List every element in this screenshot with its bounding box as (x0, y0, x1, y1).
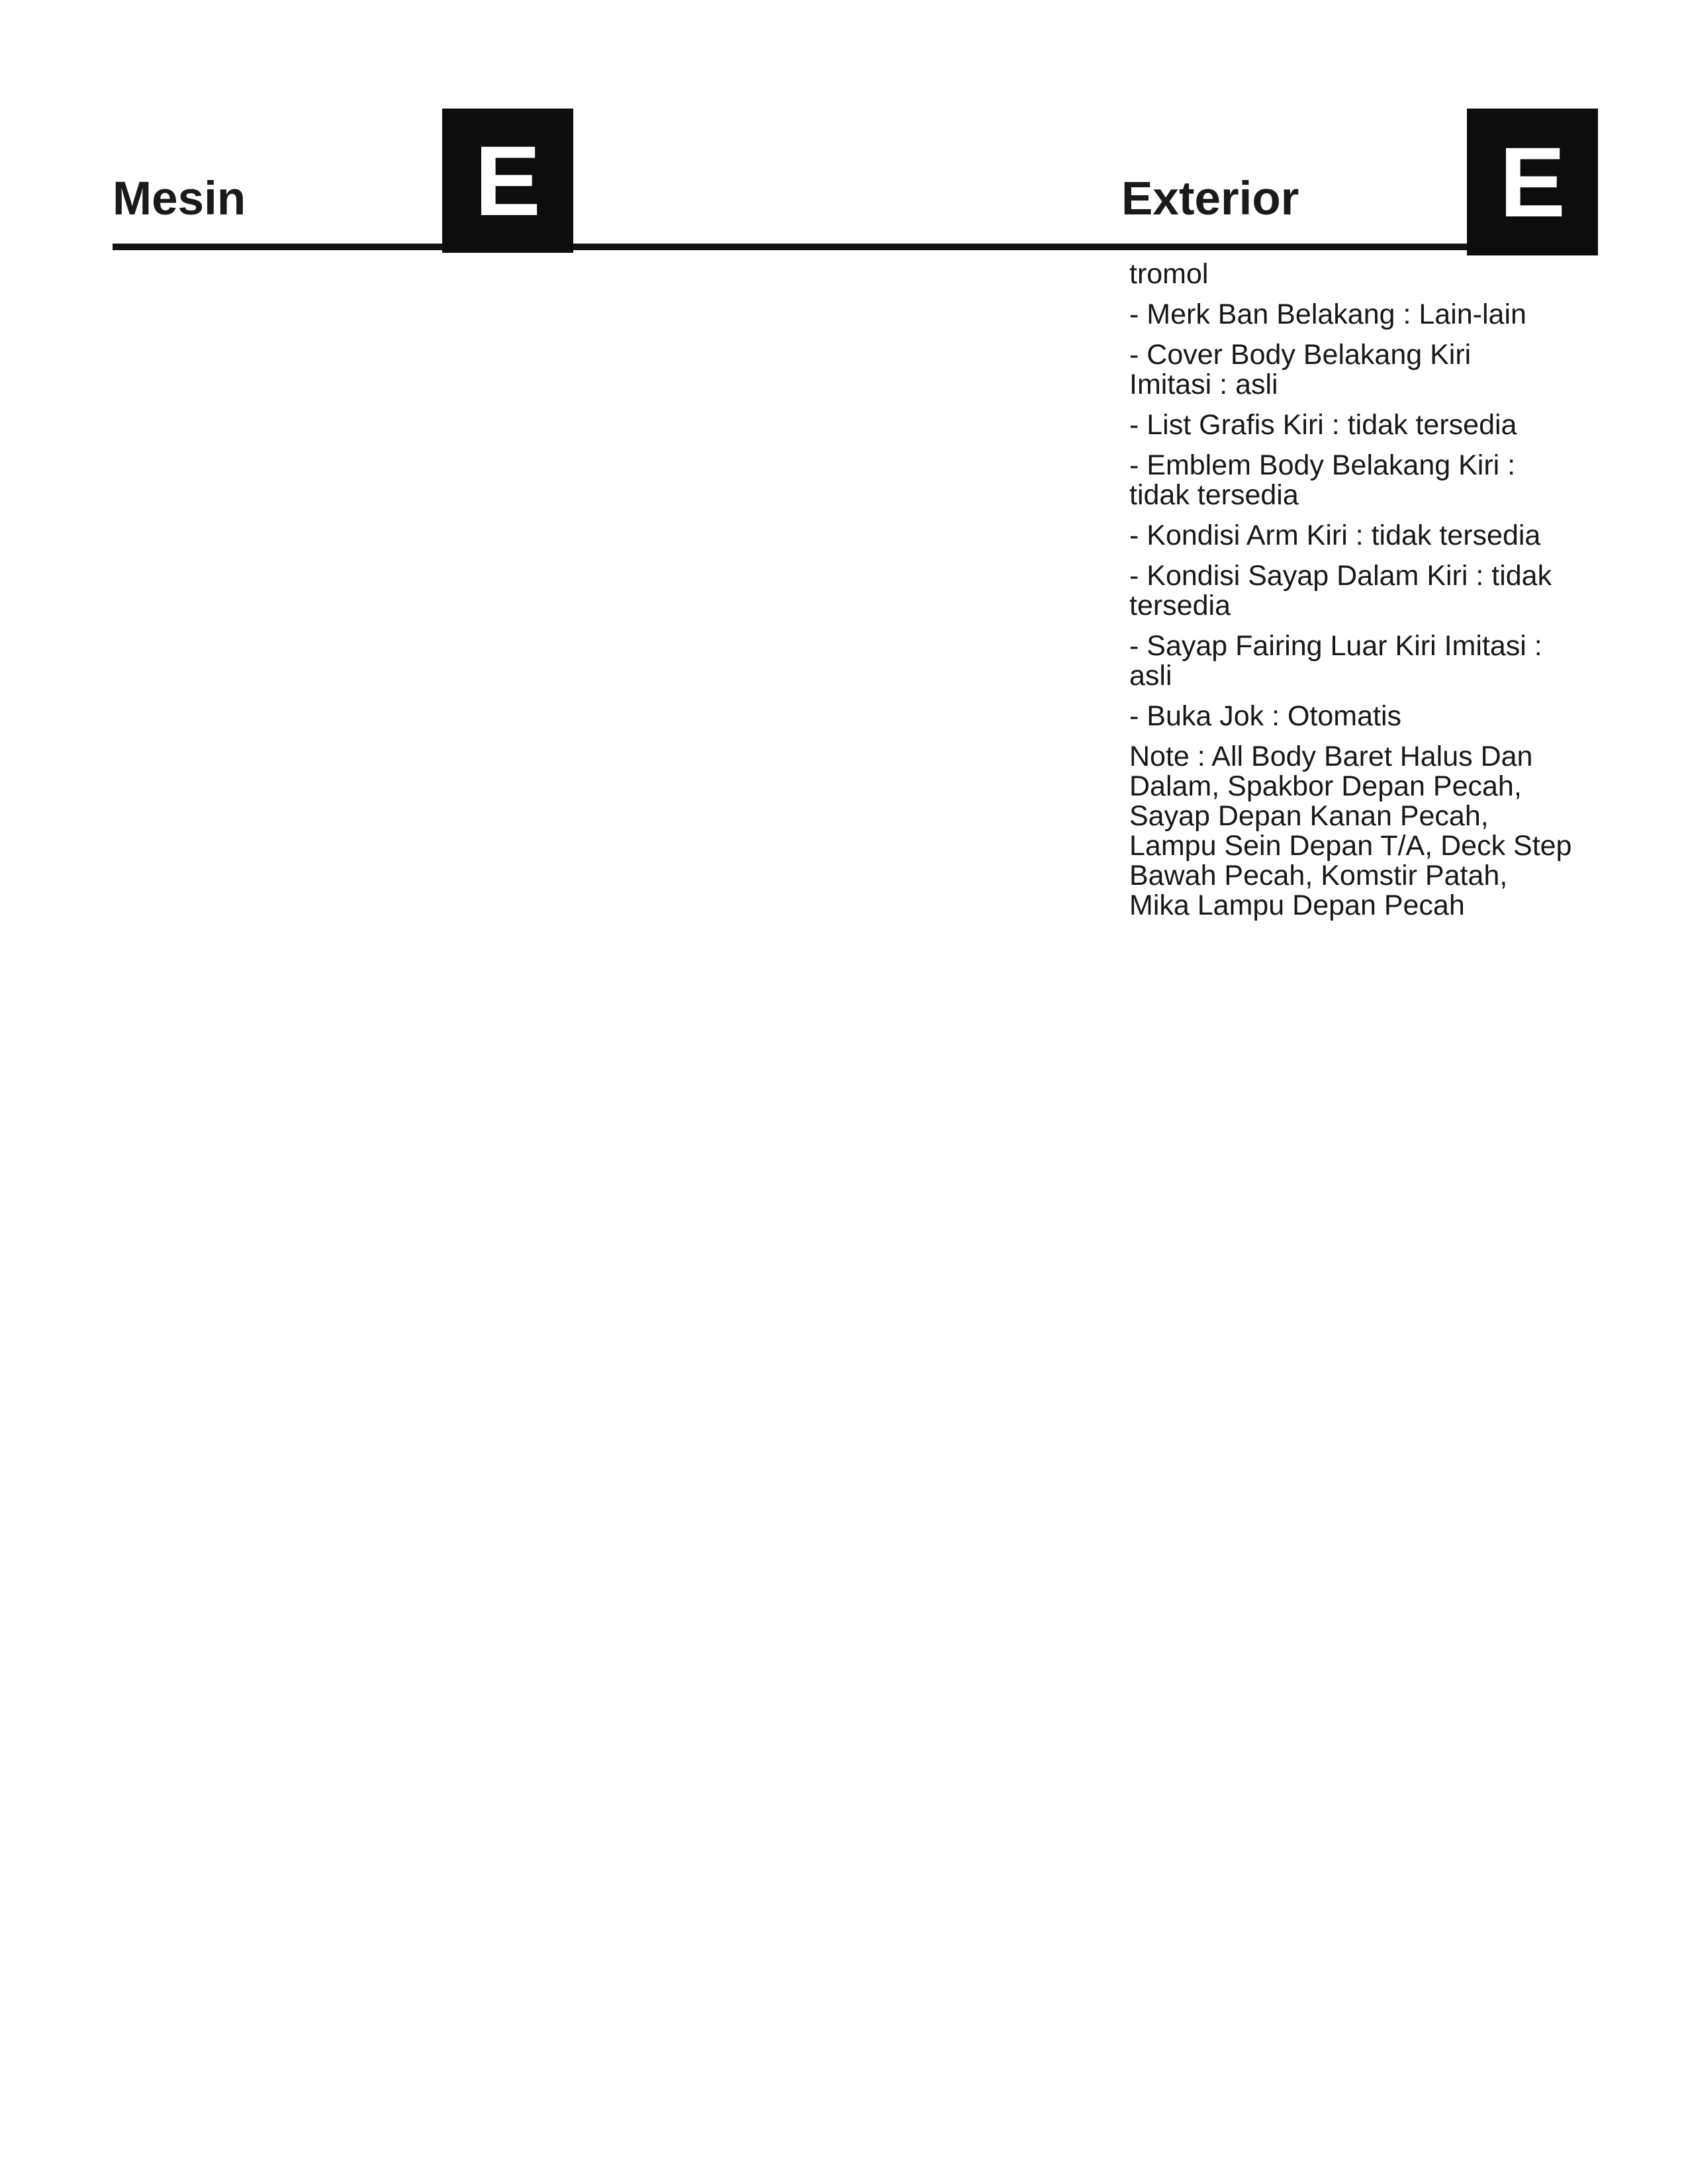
exterior-item-line: - Buka Jok : Otomatis (1129, 700, 1402, 732)
exterior-item-line: - Sayap Fairing Luar Kiri Imitasi : (1129, 630, 1542, 662)
section-badge-mesin (442, 109, 573, 253)
exterior-item-line: Dalam, Spakbor Depan Pecah, (1129, 770, 1522, 802)
exterior-item-line: Imitasi : asli (1129, 369, 1278, 400)
section-title-mesin: Mesin (113, 173, 246, 225)
exterior-item (1129, 561, 1599, 621)
exterior-item-line: Mika Lampu Depan Pecah (1129, 889, 1465, 921)
exterior-item-line: - Kondisi Arm Kiri : tidak tersedia (1129, 520, 1541, 551)
exterior-item-line: - Kondisi Sayap Dalam Kiri : tidak (1129, 560, 1552, 592)
section-title-exterior: Exterior (1121, 173, 1299, 225)
exterior-item-line: tidak tersedia (1129, 479, 1299, 511)
section-badge-exterior (1467, 109, 1598, 255)
exterior-item (1129, 451, 1599, 510)
exterior-item-line: tersedia (1129, 590, 1231, 621)
exterior-item-line: - Cover Body Belakang Kiri (1129, 339, 1472, 371)
exterior-item (1129, 410, 1599, 440)
exterior-item-line: - List Grafis Kiri : tidak tersedia (1129, 409, 1517, 441)
section-badge-exterior-letter: E (1499, 126, 1566, 238)
exterior-item-list (1129, 259, 1599, 931)
exterior-item-line: - Merk Ban Belakang : Lain-lain (1129, 298, 1526, 330)
exterior-item (1129, 340, 1599, 400)
exterior-item (1129, 742, 1599, 921)
exterior-item-line: Sayap Depan Kanan Pecah, (1129, 800, 1489, 832)
exterior-item (1129, 631, 1599, 691)
exterior-item (1129, 702, 1599, 731)
section-badge-mesin-letter: E (474, 124, 541, 236)
exterior-item-line: - Emblem Body Belakang Kiri : (1129, 449, 1516, 481)
exterior-item-line: tromol (1129, 258, 1209, 290)
exterior-item-line: Lampu Sein Depan T/A, Deck Step (1129, 830, 1572, 862)
exterior-item-line: Bawah Pecah, Komstir Patah, (1129, 860, 1508, 891)
exterior-item (1129, 300, 1599, 330)
exterior-item-line: asli (1129, 660, 1172, 692)
header-divider-rule (113, 244, 1598, 250)
exterior-item (1129, 521, 1599, 551)
exterior-item-line: Note : All Body Baret Halus Dan (1129, 741, 1533, 772)
exterior-item (1129, 259, 1599, 289)
